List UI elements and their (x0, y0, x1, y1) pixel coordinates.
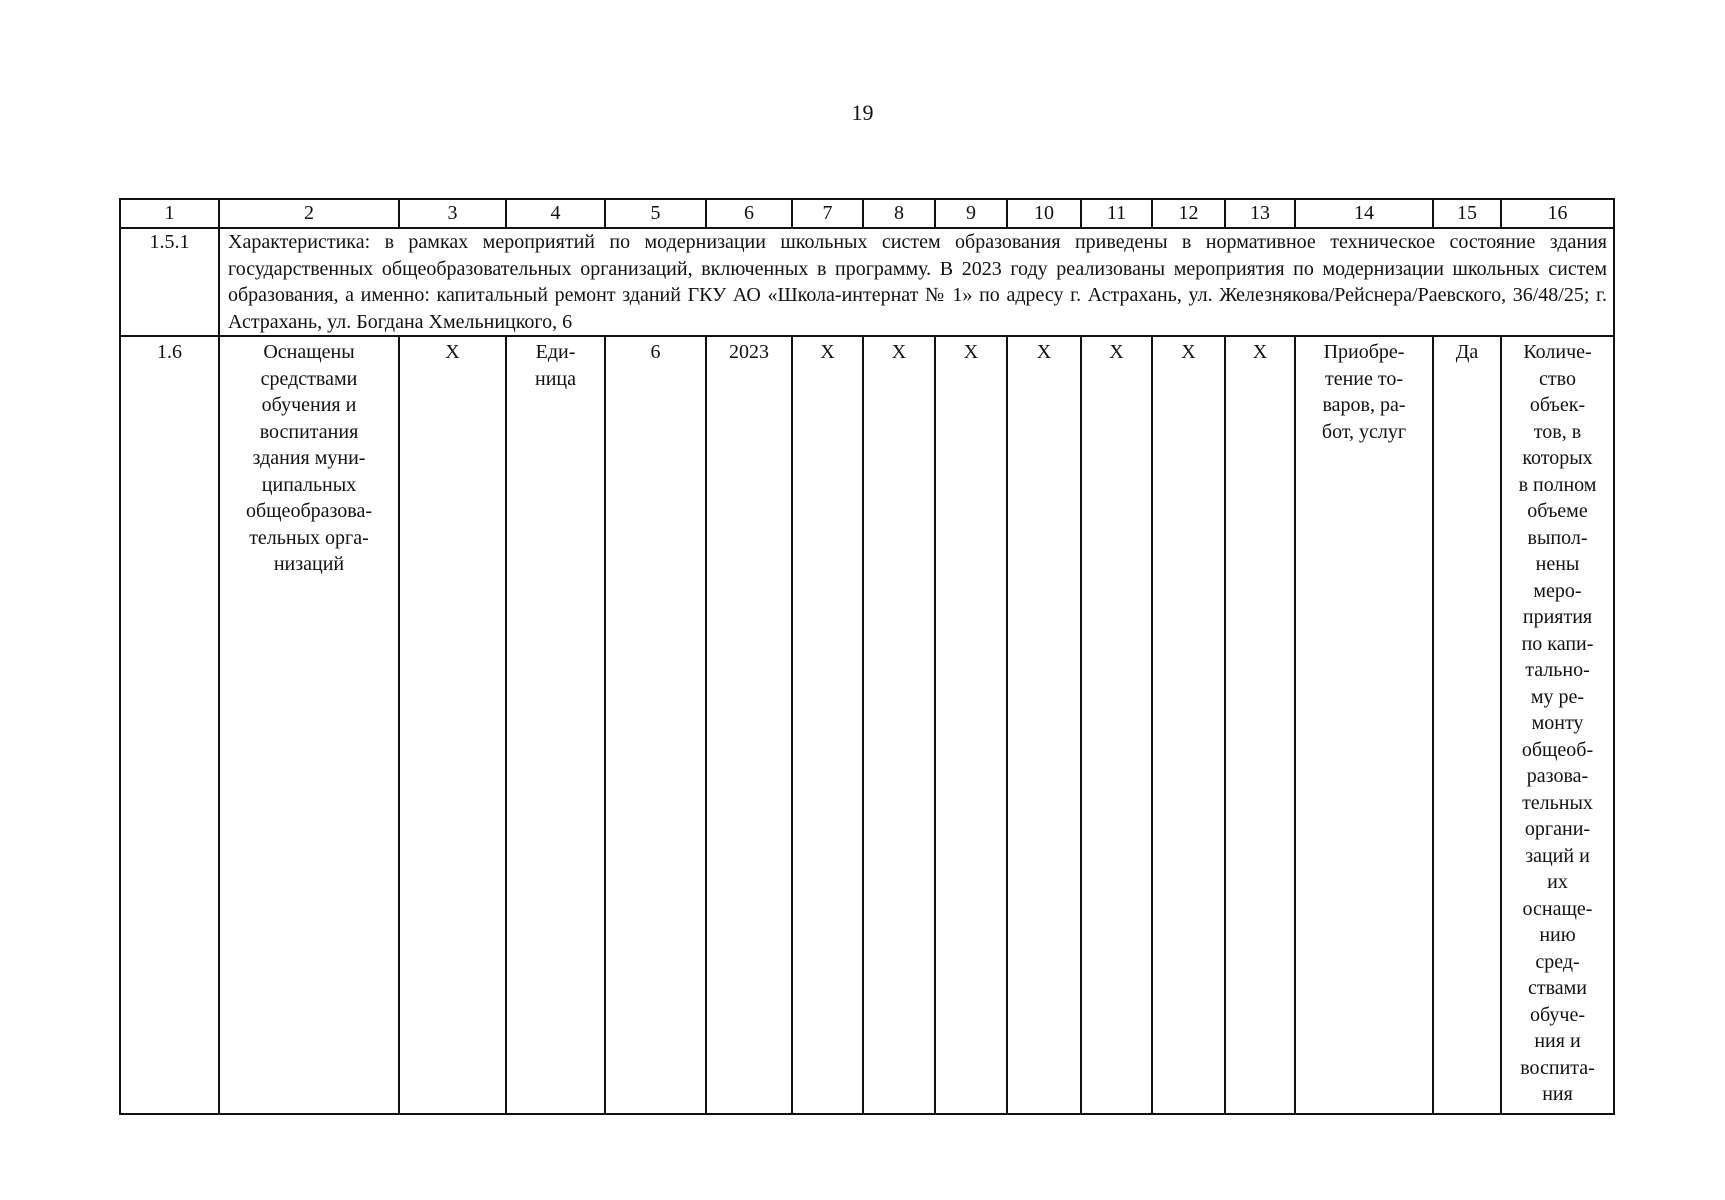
cell-text-line: Оснащены (263, 341, 355, 363)
characteristic-number: 1.5.1 (120, 228, 219, 336)
column-number-12: 12 (1152, 199, 1225, 228)
column-number-4: 4 (506, 199, 605, 228)
characteristic-text: Характеристика: в рамках мероприятий по модернизации школьных систем образования приведены в нормативное техническое состояние здания государственных общеобразовательных организаций, включенных в программу. В 2023 году реализованы мероприятия по модернизации школьных систем образования, а именно: капитальный ремонт зданий ГКУ АО «Школа-интернат № 1» по адресу г. Астрахань, ул. Железнякова/Рейснера/Раевского, 36/48/25; г. Астрахань, ул. Богдана Хмельницкого, 6 (219, 228, 1614, 336)
cell-col-3: X (399, 336, 506, 1114)
column-number-11: 11 (1081, 199, 1152, 228)
cell-text-line: нию (1539, 924, 1576, 946)
characteristic-row (120, 228, 1614, 336)
column-number-16: 16 (1501, 199, 1614, 228)
cell-text-line: сред- (1535, 950, 1580, 973)
cell-text-line: Приобре- (1323, 341, 1405, 363)
column-number-15: 15 (1433, 199, 1501, 228)
cell-text-line: оснаще- (1522, 897, 1593, 920)
cell-text-line: органи- (1524, 818, 1591, 840)
cell-text-line: воспита- (1520, 1056, 1595, 1079)
cell-text-line: Количе- (1523, 341, 1592, 363)
cell-col-10: X (1007, 336, 1081, 1114)
cell-text-line: ния и (1534, 1030, 1581, 1052)
column-number-1: 1 (120, 199, 219, 228)
cell-text-line: ница (535, 367, 576, 390)
cell-text-line: обучения и (261, 394, 357, 416)
cell-text-line: общеобразова- (245, 500, 372, 522)
indicator-name (219, 336, 399, 1114)
cell-text-line: воспитания (259, 420, 359, 443)
cell-col-13: X (1225, 336, 1295, 1114)
cell-text-line: которых (1522, 447, 1593, 469)
cell-text-line: приятия (1522, 606, 1593, 628)
row-number: 1.6 (120, 336, 219, 1114)
program-table (119, 198, 1615, 1115)
cell-col-6: 2023 (706, 336, 792, 1114)
cell-text-line: меро- (1533, 579, 1582, 602)
cell-text-line: выпол- (1527, 526, 1588, 549)
cell-text-line: обуче- (1529, 1003, 1585, 1026)
cell-text-line: ния (1542, 1083, 1573, 1105)
unit-of-measure (506, 336, 605, 1114)
cell-text-line: ципальных (261, 473, 357, 496)
column-number-5: 5 (605, 199, 706, 228)
cell-text-line: нены (1535, 553, 1580, 575)
column-number-7: 7 (792, 199, 863, 228)
cell-col-11: X (1081, 336, 1152, 1114)
column-numbers-row (120, 199, 1614, 228)
cell-text-line: объеме (1527, 500, 1588, 522)
column-number-9: 9 (935, 199, 1007, 228)
cell-text-line: общеоб- (1521, 738, 1594, 761)
cell-col-15: Да (1433, 336, 1501, 1114)
cell-text-line: монту (1531, 712, 1584, 734)
column-number-13: 13 (1225, 199, 1295, 228)
cell-text-line: бот, услуг (1321, 420, 1407, 443)
cell-text-line: в полном (1518, 473, 1597, 496)
page-number: 19 (851, 100, 874, 125)
column-number-14: 14 (1295, 199, 1433, 228)
cell-text-line: заций и (1525, 844, 1590, 867)
cell-text-line: му ре- (1530, 685, 1585, 708)
cell-text-line: низаций (273, 553, 345, 575)
cell-text-line: их (1547, 871, 1568, 893)
column-number-6: 6 (706, 199, 792, 228)
column-number-10: 10 (1007, 199, 1081, 228)
cell-text-line: тение то- (1324, 367, 1404, 390)
cell-text-line: ствами (1527, 977, 1588, 999)
cell-col-5: 6 (605, 336, 706, 1114)
cell-col-8: X (863, 336, 935, 1114)
cell-col-16 (1501, 336, 1614, 1114)
table-row (120, 336, 1614, 1114)
cell-col-14 (1295, 336, 1433, 1114)
cell-text-line: Еди- (535, 341, 576, 363)
column-number-2: 2 (219, 199, 399, 228)
cell-text-line: ство (1539, 367, 1576, 390)
cell-text-line: тально- (1525, 659, 1590, 681)
cell-text-line: разова- (1526, 765, 1589, 787)
cell-text-line: варов, ра- (1322, 394, 1406, 416)
cell-text-line: здания муни- (252, 447, 366, 469)
cell-text-line: по капи- (1521, 632, 1594, 655)
cell-text-line: средствами (260, 367, 358, 390)
cell-text-line: тельных орга- (249, 526, 369, 549)
cell-text-line: объек- (1529, 394, 1586, 416)
cell-col-7: X (792, 336, 863, 1114)
cell-col-9: X (935, 336, 1007, 1114)
cell-text-line: тов, в (1533, 420, 1582, 443)
cell-col-12: X (1152, 336, 1225, 1114)
column-number-8: 8 (863, 199, 935, 228)
cell-text-line: тельных (1522, 791, 1593, 814)
column-number-3: 3 (399, 199, 506, 228)
